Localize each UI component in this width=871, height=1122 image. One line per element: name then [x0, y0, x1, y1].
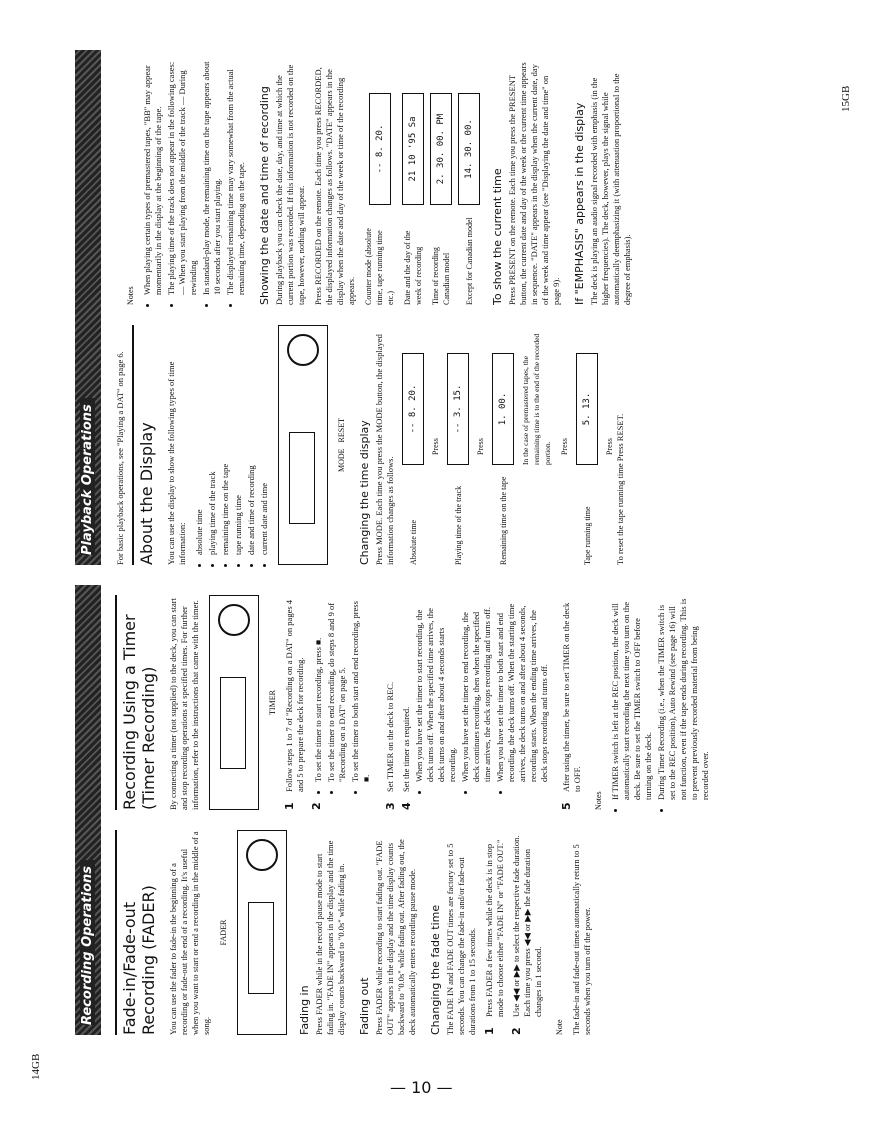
step-number: 4 [400, 802, 413, 810]
lcd-readout: -- 8. 20. [402, 353, 424, 465]
timer-step-2-list [313, 595, 374, 792]
page-number: — 10 — [390, 1078, 453, 1097]
press-label: Press [476, 438, 485, 455]
playback-operations-banner: Playback Operations [75, 50, 101, 565]
changing-fade-heading: Changing the fade time [429, 904, 442, 1035]
list-item: • When you have set the timer to end recording, the deck continues recording, then when the specified time arrives, the deck stops recording and turns off. [460, 595, 493, 782]
fading-in-heading: Fading in [298, 985, 311, 1035]
recording-operations-banner: Recording Operations [75, 585, 101, 1035]
lcd-readout: 5. 13. [576, 353, 598, 465]
timer-step-1: Follow steps 1 to 7 of "Recording on a DAT" on pages 4 and 5 to prepare the deck for recording. [284, 599, 305, 792]
fader-title: Fade-in/Fade-out Recording (FADER) [115, 830, 158, 1035]
current-time-heading: To show the current time [491, 168, 504, 305]
lcd-readout: 1. 00. [492, 353, 514, 465]
display-row-label: Time of recording Canadian model [431, 247, 451, 305]
timer-notes [610, 595, 711, 810]
timer-step-3: Set TIMER on the deck to REC. [385, 681, 395, 792]
emphasis-heading: If "EMPHASIS" appears in the display [573, 102, 586, 305]
step-number: 1 [483, 1027, 496, 1035]
mode-label: MODE [337, 448, 346, 473]
list-item: • To set the timer to start recording, press ■. [313, 595, 324, 782]
display-intro: You can use the display to show the following types of time information: [166, 361, 187, 565]
list-item: • When you have set the timer to start recording, the deck turns off. When the specified time arrives, the deck turns on and after about 4 seconds starts recording. [414, 595, 458, 782]
list-item: • tape running time [233, 325, 244, 555]
timer-step-4-list [414, 595, 550, 792]
fader-device-label: FADER [219, 919, 228, 946]
emphasis-text: The deck is playing an audio signal recorded with emphasis (in the higher frequencies). The deck, however, plays the signal while automatically deemphasizing it (with attenuation proportional to the degree of emphasis). [589, 73, 632, 305]
timer-notes-title: Notes [594, 791, 603, 810]
rotated-sheet [75, 60, 795, 1035]
date-column [115, 60, 639, 305]
list-item: • absolute time [194, 325, 205, 555]
playback-reference: For basic playback operations, see "Playing a DAT" on page 6. [115, 351, 125, 565]
reset-label: RESET [337, 418, 346, 443]
date-heading: Showing the date and time of recording [258, 86, 271, 305]
lcd-readout: 2. 30. 00. PM [430, 93, 452, 205]
step-number: 5 [560, 802, 573, 810]
reset-text: To reset the tape running time Press RESET. [615, 413, 625, 565]
timer-title: Recording Using a Timer (Timer Recording) [115, 595, 158, 810]
list-item: • The displayed remaining time may vary somewhat from the actual remaining time, depending on the tape. [225, 60, 247, 295]
step-number: 1 [283, 802, 296, 810]
fading-in-text: Press FADER while in the record pause mode to start fading in. "FADE IN" appears in the display and the time display counts backward to "0.0s" while fading in. [314, 840, 346, 1035]
left-page-label: 14GB [30, 1053, 42, 1080]
timer-intro: By connecting a timer (not supplied) to the deck, you can start and stop recording operations at specified times. For further information, refer to the instructions that came with the timer. [168, 598, 200, 810]
deck-illustration [237, 830, 287, 1035]
list-item: • To set the timer to both start and end recording, press ■. [350, 595, 372, 782]
changing-display-text: Press MODE. Each time you press the MODE button, the displayed information changes as follows. [374, 334, 395, 565]
display-row-label: Absolute time [408, 519, 418, 565]
display-row-label: Counter mode (absolute time, tape running time etc.) [364, 228, 395, 305]
timer-step-4: Set the timer as required. [401, 706, 411, 792]
date-text: During playback you can check the date, day, and time at which the current portion was recorded. If this information is not recorded on the tape, however, nothing will appear. [274, 64, 306, 305]
press-label: Press [431, 438, 440, 455]
display-info-list [194, 325, 270, 565]
fader-step-2: Use ◀◀ or ▶▶ to select the respective fade duration. Each time you press ◀◀ or ▶▶ the fade duration changes in 1 second. [511, 835, 543, 1017]
timer-device-label: TIMER [268, 690, 277, 715]
display-row-label: Tape running time [582, 506, 592, 565]
step-number: 2 [310, 802, 323, 810]
step-number: 2 [510, 1027, 523, 1035]
display-row-label: Remaining time on the tape [498, 476, 508, 565]
deck-illustration [209, 595, 259, 810]
list-item: • playing time of the track [207, 325, 218, 555]
display-notes [142, 60, 247, 305]
list-item: • current date and time [259, 325, 270, 555]
step-number: 3 [384, 802, 397, 810]
list-item: • The playing time of the track does not appear in the following cases: — When you start playing from the middle of the track — During rewinding [166, 60, 199, 295]
display-title: About the Display [132, 325, 156, 565]
list-item: • date and time of recording [246, 325, 257, 555]
display-row-label: Playing time of the track [453, 485, 463, 565]
list-item: • To set the timer to end recording, do steps 8 and 9 of "Recording on a DAT" on page 5. [326, 595, 348, 782]
press-label: Press [560, 438, 569, 455]
notes-title: Notes [126, 286, 135, 305]
fading-out-text: Press FADER while recording to start fading out. "FADE OUT" appears in the display and the time display counts backward to "0.0s" while fading out. After fading out, the deck automatically enters recording pause mode. [374, 839, 417, 1035]
press-label: Press [605, 438, 614, 455]
lcd-readout: 14. 30. 00. [458, 93, 480, 205]
fader-note: The fade-in and fade-out times automatically return to 5 seconds when you turn off the power. [571, 844, 592, 1035]
display-row-label: Date and the day of the week of recording [403, 230, 423, 305]
changing-fade-text: The FADE IN and FADE OUT times are factory set to 5 seconds. You can change the fade-in and/or fade-out durations from 1 to 15 seconds. [445, 843, 477, 1035]
display-row-label: Except for Canadian model [464, 217, 474, 305]
deck-illustration [278, 325, 328, 565]
lcd-readout: 21 10 '95 Sa [402, 93, 424, 205]
fading-out-heading: Fading out [358, 977, 371, 1035]
lcd-readout: -- 8. 20. [369, 93, 391, 205]
fader-intro: You can use the fader to fade-in the beginning of a recording or fade-out the end of a recording. It's useful when you want to start or end a recording in the middle of a song. [168, 831, 211, 1035]
premaster-note: In the case of premastered tapes, the remaining time is to the end of the recorded portion. [521, 333, 552, 465]
timer-column [115, 595, 717, 810]
list-item: • If TIMER switch is left at the REC position, the deck will automatically start recording the next time you turn on the deck. Be sure to set the TIMER switch to OFF before turning on the deck. [610, 595, 654, 800]
fader-column [115, 830, 599, 1035]
lcd-readout: -- 3. 15. [447, 353, 469, 465]
right-page-label: 15GB [840, 85, 852, 112]
list-item: • During Timer Recording (i.e., when the TIMER switch is set to the REC position), Auto Rewind (see page 16) will not function, even if the tape ends during recording. This is to prevent previously recorded material from being recorded over. [656, 595, 711, 800]
fader-step-1: Press FADER a few times while the deck is in stop mode to choose either "FADE IN" or "FADE OUT." [484, 839, 505, 1017]
list-item: • In standard-play mode, the remaining time on the tape appears about 10 seconds after you start playing. [201, 60, 223, 295]
list-item: • When playing certain types of premastered tapes, "BB" may appear momentarily in the display at the beginning of the tape. [142, 60, 164, 295]
list-item: • remaining time on the tape [220, 325, 231, 555]
display-column [115, 325, 632, 565]
list-item: • When you have set the timer to both start and end recording, the deck turns off. When the starting time arrives, the deck turns on and after about 4 seconds, recording starts. When the ending time arrives, the deck stops recording and turns off. [495, 595, 550, 782]
fader-note-title: Note [555, 1019, 564, 1035]
date-text-2: Press RECORDED on the remote. Each time you press RECORDED, the displayed information changes as follows. "DATE" appears in the display when the date and day of the week or time of the recording appears. [313, 67, 356, 305]
timer-step-5: After using the timer, be sure to set TIMER on the deck to OFF. [561, 602, 582, 792]
changing-display-heading: Changing the time display [358, 420, 371, 565]
current-time-text: Press PRESENT on the remote. Each time you press the PRESENT button, the current date and day of the week or the current time appears in sequence. "DATE" appears in the display when the current date, day of the week and time appear (see "Displaying the date and time" on page 9). [507, 62, 561, 305]
